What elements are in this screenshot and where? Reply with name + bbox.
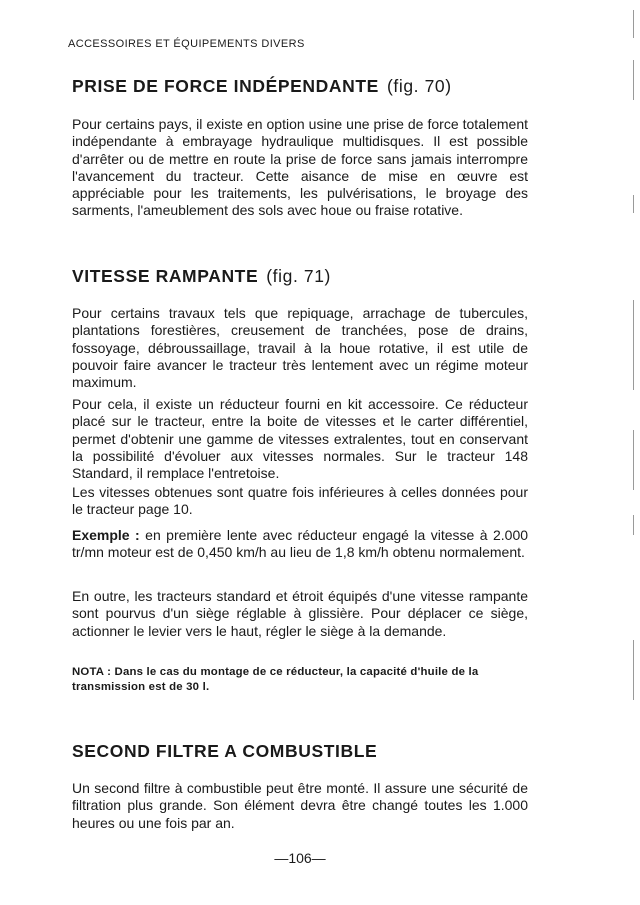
section-title-text: VITESSE RAMPANTE [72, 266, 259, 286]
section-title-text: SECOND FILTRE A COMBUSTIBLE [72, 741, 378, 761]
paragraph: Un second filtre à combustible peut être monté. Il assure une sécurité de filtration plus grande. Son élément devra être changé toutes les 1.000 heures ou une fois par an. [72, 780, 528, 831]
section-title-vitesse-rampante [72, 266, 331, 287]
scan-edge-marks [620, 0, 640, 905]
running-header: ACCESSOIRES ET ÉQUIPEMENTS DIVERS [68, 38, 305, 50]
nota-note: NOTA : Dans le cas du montage de ce réducteur, la capacité d'huile de la transmission est de 30 l. [72, 666, 479, 693]
example-label: Exemple : [72, 527, 140, 543]
figure-reference: (fig. 71) [266, 266, 331, 286]
section-title-second-filtre [72, 741, 377, 762]
paragraph: Pour certains pays, il existe en option usine une prise de force totalement indépendante à embrayage hydraulique multidisques. Il est possible d'arrêter ou de mettre en route la prise de force sans jamais interrompre l'avancement du tracteur. Cette aisance de mise en œuvre est appréciable pour les traitements, les pulvérisations, le broyage des sarments, l'ameublement des sols avec houe ou fraise rotative. [72, 116, 528, 219]
section-title-text: PRISE DE FORCE INDÉPENDANTE [72, 76, 379, 96]
paragraph: Les vitesses obtenues sont quatre fois inférieures à celles données pour le tracteur page 10. [72, 484, 528, 518]
page-number: —106— [274, 850, 326, 866]
example-paragraph [72, 527, 528, 562]
figure-reference: (fig. 70) [386, 76, 452, 96]
paragraph: En outre, les tracteurs standard et étroit équipés d'une vitesse rampante sont pourvus d'un siège réglable à glissière. Pour déplacer ce siège, actionner le levier vers le haut, régler le siège à la demande. [72, 588, 528, 639]
paragraph: Pour certains travaux tels que repiquage, arrachage de tubercules, plantations forestières, creusement de tranchées, pose de drains, fossoyage, débroussaillage, travail à la houe rotative, il est utile de pouvoir faire avancer le tracteur très lentement avec un régime moteur maximum. [72, 305, 528, 391]
section-title-prise-de-force [72, 76, 452, 97]
paragraph: Pour cela, il existe un réducteur fourni en kit accessoire. Ce réducteur placé sur le tracteur, entre la boite de vitesses et le carter différentiel, permet d'obtenir une gamme de vitesses extralentes, tout en conservant la possibilité d'évoluer aux vitesses normales. Sur le tracteur 148 Standard, il remplace l'entretoise. [72, 396, 528, 482]
example-text: en première lente avec réducteur engagé la vitesse à 2.000 tr/mn moteur est de 0,450 km/h au lieu de 1,8 km/h obtenu normalement. [72, 527, 529, 561]
